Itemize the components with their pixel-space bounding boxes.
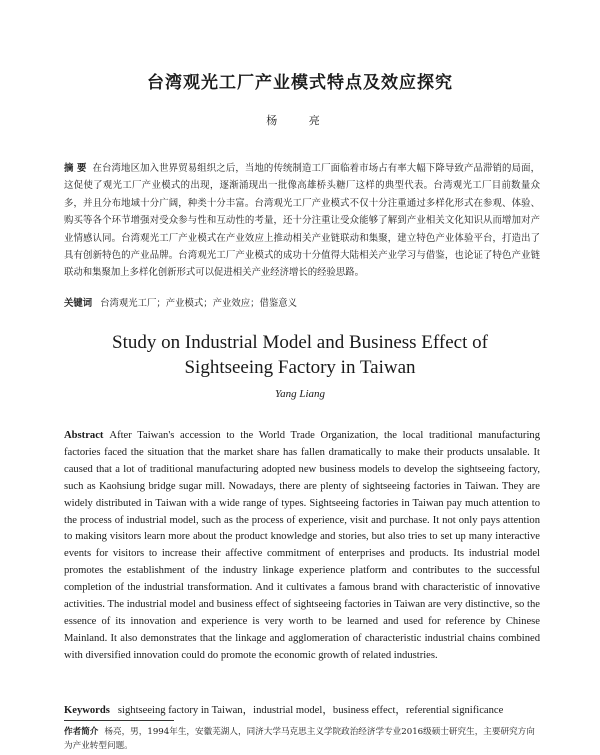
chinese-keywords [64,296,540,312]
footnote-label: 作者简介 [64,727,99,737]
english-title-line-1: Study on Industrial Model and Business Effect of [112,332,488,353]
english-keywords-text: sightseeing factory in Taiwan，industrial model，business effect，referential significance [117,705,504,716]
english-author: Yang Liang [274,388,326,400]
chinese-keywords-label: 关键词 [64,298,93,309]
chinese-abstract-text: 在台湾地区加入世界贸易组织之后，当地的传统制造工厂面临着市场占有率大幅下降导致产品滞销的局面，这促使了观光工厂产业模式的出现，逐渐涌现出一批像高雄桥头糖厂这样的典型代表。台湾观光工厂目前数量众多，并且分布地域十分广阔，种类十分丰富。台湾观光工厂产业模式不仅十分注重通过多样化形式在参观、体验、购买等各个环节增强对受众参与性和互动性的考量，还十分注重让受众能够了解到产业相关文化知识从而增加对产业情感认同。台湾观光工厂产业模式在产业效应上推动相关产业链联动和集聚，建立特色产业体验平台，打造出了具有创新特色的产业品牌。台湾观光工厂产业模式的成功十分值得大陆相关产业学习与借鉴，也论证了特色产业链联动和集聚加上多样化创新形式可以促进相关产业经济增长的经验思路。 [64,163,540,279]
chinese-title: 台湾观光工厂产业模式特点及效应探究 [147,73,453,93]
footnote-text: 杨亮，男，1994年生，安徽芜湖人，同济大学马克思主义学院政治经济学专业2016级硕士研究生，主要研究方向为产业转型问题。 [64,727,535,751]
english-keywords-label: Keywords [64,705,110,716]
english-title-line-2: Sightseeing Factory in Taiwan [184,357,416,378]
chinese-abstract [64,160,540,282]
chinese-author: 杨 亮 [266,114,334,127]
author-footnote [64,725,540,753]
english-abstract-text: After Taiwan's accession to the World Trade Organization, the local traditional manufacturing factories faced the situation that the market share has fallen dramatically to make their products unsalable. It caused that a lot of traditional manufacturing adopted new business models to develop the sightseeing factory, such as Kaohsiung bridge sugar mill. Nowadays, there are plenty of sightseeing factories in Taiwan. They are widely distributed in Taiwan with a wide range of types. Sightseeing factories in Taiwan pay much attention to the process of industrial model, such as the process of experience, visit and purchase. It not only pays attention to making visitors learn more about the product knowledge and stories, but also tries to set up many interactive events for visitors to increase their affective commitment of enterprises and products. Its industrial model promotes the establishment of the industry linkage experience platform and contributes to the successful completion of the industrial transformation. And it cultivates a famous brand with characteristic of innovative activities. The industrial model and business effect of sightseeing factories in Taiwan are very distinctive, so the essence of its innovation and experience is very worth to be learned and used for reference by Chinese Mainland. It also demonstrates that the linkage and agglomeration of characteristic industrial chains combined with diversified innovation could do promote the economic growth of related industries. [64,430,540,661]
english-abstract [64,428,540,665]
chinese-abstract-label: 摘 要 [64,163,87,174]
english-keywords [64,702,540,717]
english-abstract-label: Abstract [64,430,104,441]
chinese-keywords-text: 台湾观光工厂；产业模式；产业效应；借鉴意义 [100,298,298,309]
footnote-divider [64,720,174,721]
english-title [0,330,600,380]
